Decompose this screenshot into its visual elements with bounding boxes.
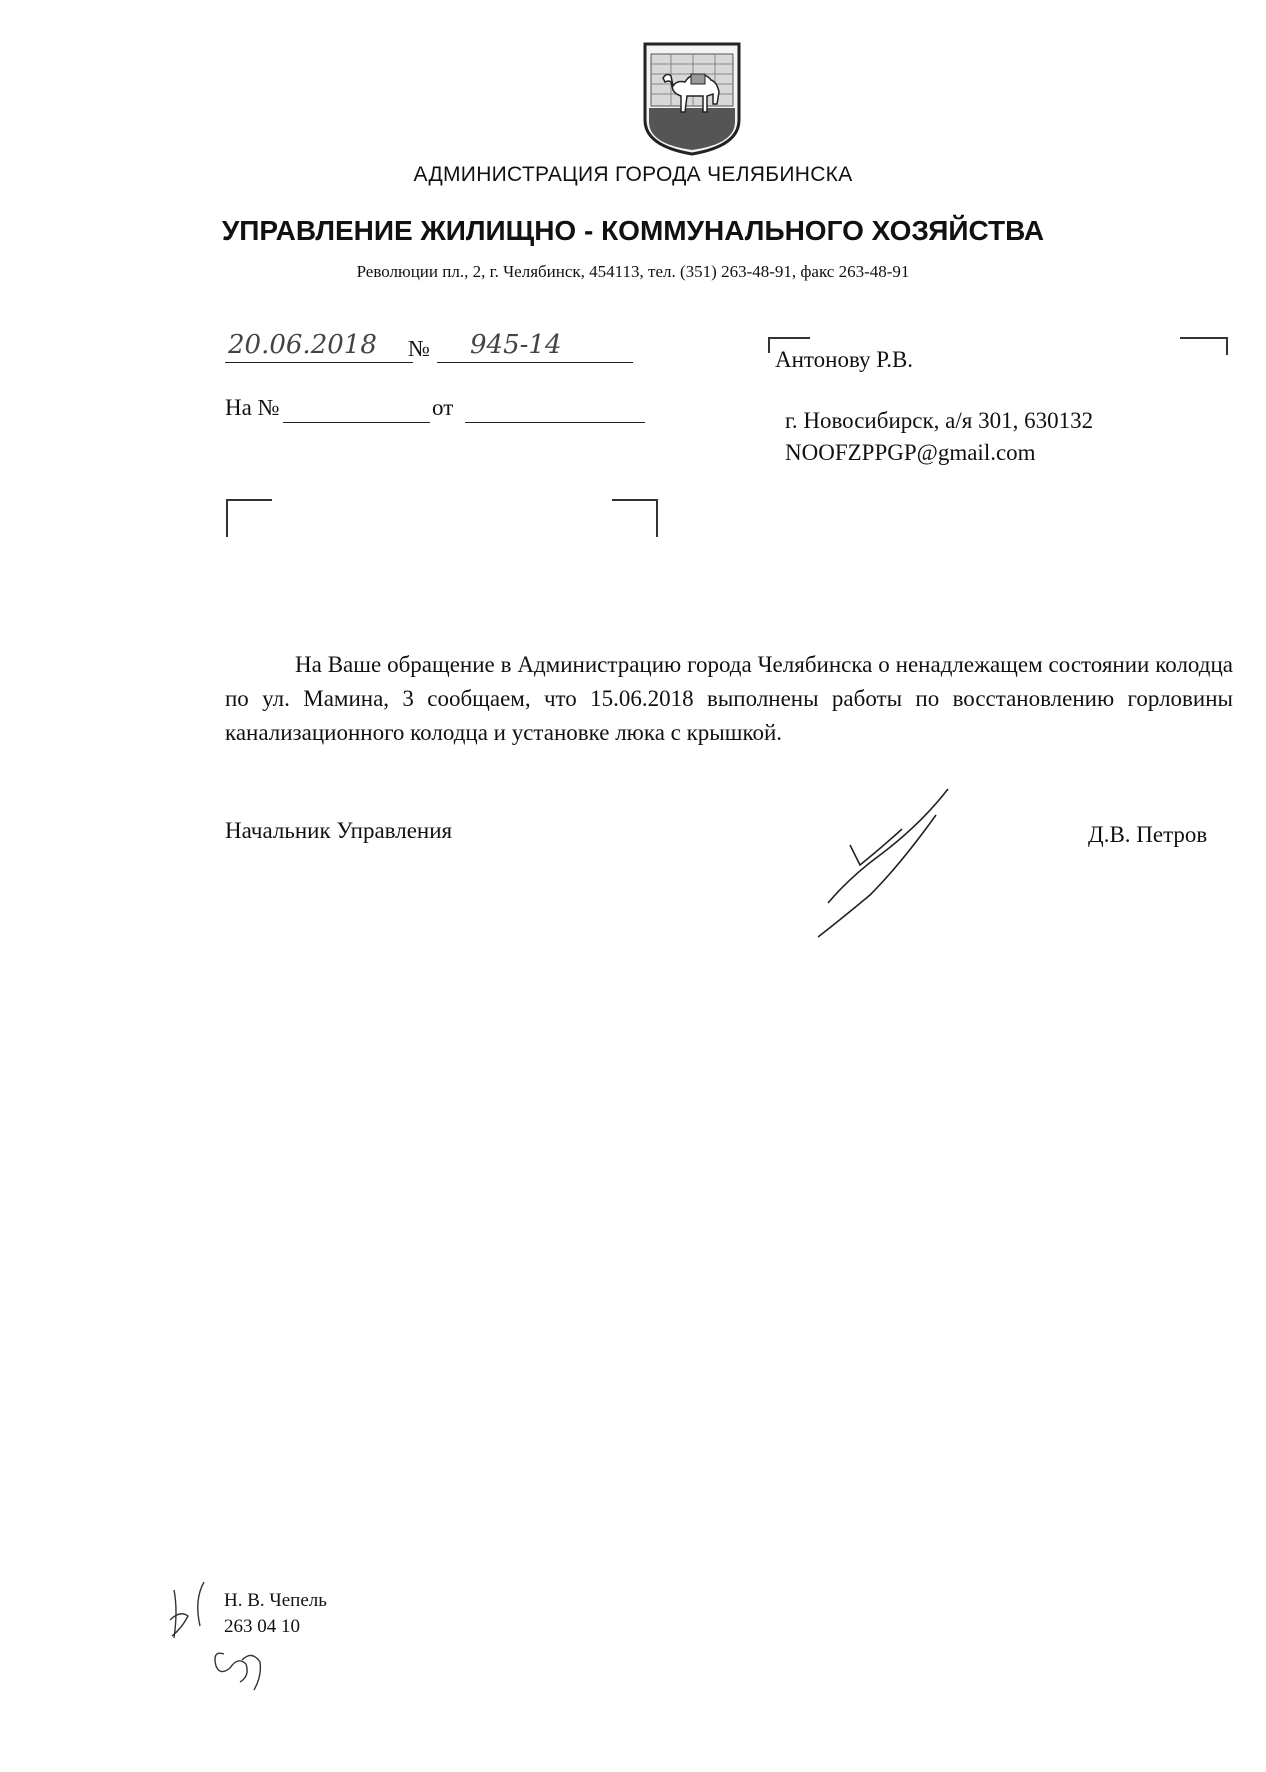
reply-to-date-line bbox=[465, 422, 645, 423]
recipient-email: NOOFZPPGP@gmail.com bbox=[785, 440, 1036, 465]
signatory-name: Д.В. Петров bbox=[1088, 822, 1208, 847]
letter-body: На Ваше обращение в Администрацию города Челябинска о ненадлежащем состоянии колодца по ул. Мамина, 3 сообщаем, что 15.06.2018 выполнены работы по восстановлению горловины канализационного колодца и установке люка с крышкой. bbox=[225, 652, 1233, 745]
number-line bbox=[437, 362, 633, 363]
reply-to-label: На № bbox=[225, 395, 280, 420]
subject-corner-right bbox=[612, 499, 658, 537]
date-line bbox=[225, 362, 413, 363]
administration-title: АДМИНИСТРАЦИЯ ГОРОДА ЧЕЛЯБИНСКА bbox=[413, 163, 853, 186]
registration-number: 945-14 bbox=[470, 330, 562, 360]
recipient-name: Антонову Р.В. bbox=[775, 347, 914, 372]
from-label: от bbox=[432, 395, 454, 420]
handwritten-signature bbox=[810, 785, 960, 950]
number-label: № bbox=[408, 336, 430, 361]
recipient-corner-right bbox=[1180, 337, 1228, 355]
signatory-position: Начальник Управления bbox=[225, 818, 453, 843]
department-title: УПРАВЛЕНИЕ ЖИЛИЩНО - КОММУНАЛЬНОГО ХОЗЯЙСТВА bbox=[221, 215, 1045, 246]
recipient-address: г. Новосибирск, а/я 301, 630132 bbox=[785, 408, 1094, 433]
reply-to-number-line bbox=[283, 422, 430, 423]
chelyabinsk-coat-of-arms-icon bbox=[641, 42, 743, 156]
executor-name: Н. В. Чепель bbox=[224, 1590, 327, 1611]
executor-phone: 263 04 10 bbox=[224, 1616, 300, 1637]
registration-date: 20.06.2018 bbox=[228, 330, 377, 360]
department-address: Революции пл., 2, г. Челябинск, 454113, тел. (351) 263-48-91, факс 263-48-91 bbox=[356, 262, 910, 281]
subject-corner-left bbox=[226, 499, 272, 537]
